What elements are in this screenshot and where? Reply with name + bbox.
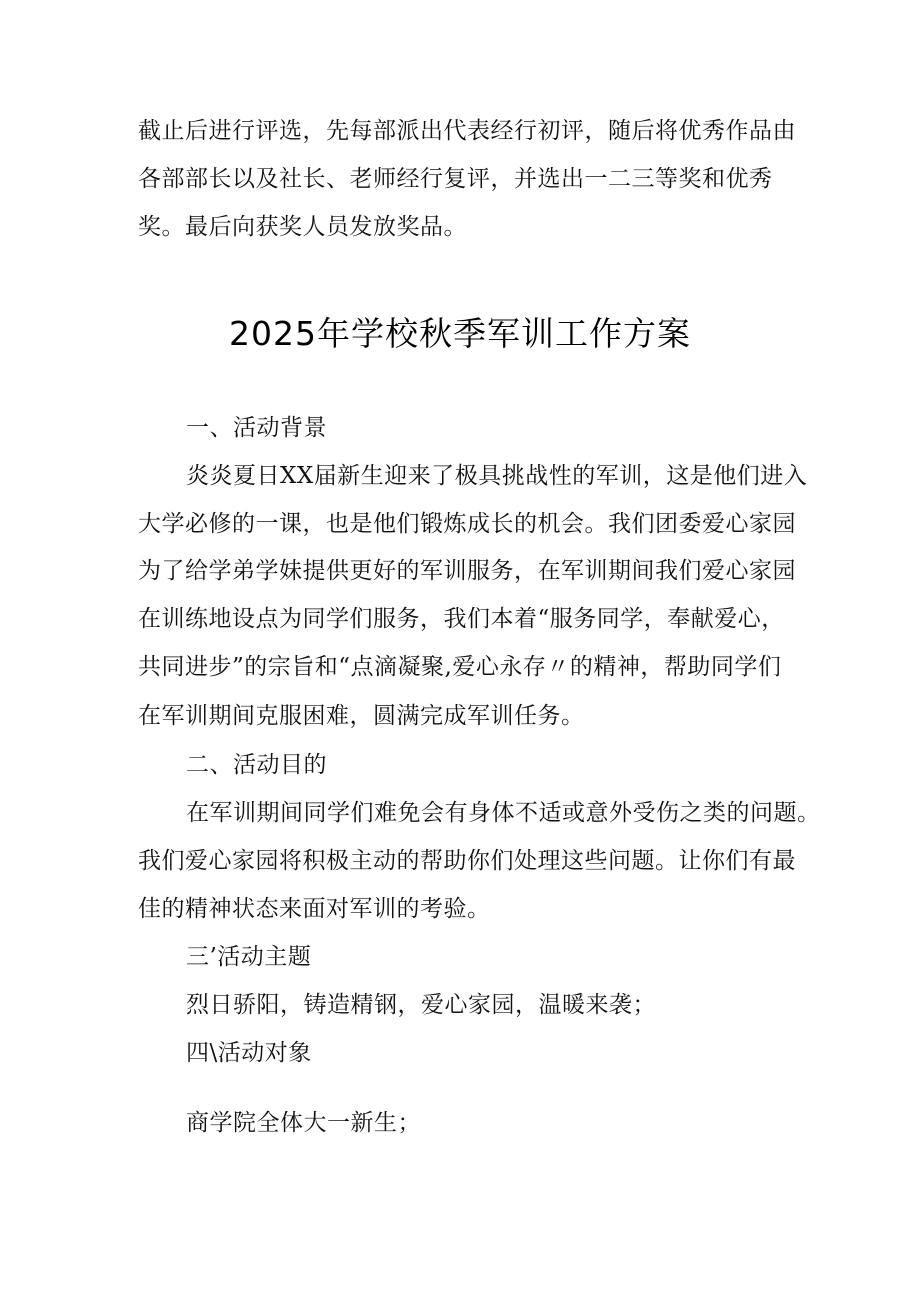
page-title: 2025年学校秋季军训工作方案 [229, 314, 691, 353]
section-heading: 四\活动对象 [186, 1040, 312, 1066]
paragraph-line: 在训练地设点为同学们服务，我们本着“服务同学，奉献爱心， [138, 606, 785, 632]
paragraph-line: 大学必修的一课，也是他们锻炼成长的机会。我们团委爱心家园 [138, 511, 796, 537]
paragraph-line: 烈日骄阳，铸造精钢，爱心家园，温暖来袭； [186, 992, 656, 1018]
intro-line: 截止后进行评选，先每部派出代表经行初评，随后将优秀作品由 [138, 118, 796, 144]
paragraph-line: 我们爱心家园将积极主动的帮助你们处理这些问题。让你们有最 [138, 848, 796, 874]
section-heading: 一、活动背景 [186, 415, 327, 441]
paragraph-line: 共同进步”的宗旨和“点滴凝聚,爱心永存〃的精神，帮助同学们 [138, 654, 782, 680]
section-heading: 三’活动主题 [186, 944, 312, 970]
paragraph-line: 在军训期间克服困难，圆满完成军训任务。 [138, 703, 585, 729]
paragraph-line: 商学院全体大一新生； [186, 1110, 421, 1136]
intro-line: 奖。最后向获奖人员发放奖品。 [138, 214, 467, 240]
paragraph-line: 在军训期间同学们难免会有身体不适或意外受伤之类的问题。 [186, 800, 821, 826]
paragraph-line: 为了给学弟学妹提供更好的军训服务，在军训期间我们爱心家园 [138, 558, 796, 584]
paragraph-line: 佳的精神状态来面对军训的考验。 [138, 896, 491, 922]
intro-line: 各部部长以及社长、老师经行复评，并选出一二三等奖和优秀 [138, 166, 773, 192]
paragraph-line: 炎炎夏日XX届新生迎来了极具挑战性的军训，这是他们进入 [186, 463, 808, 489]
section-heading: 二、活动目的 [186, 752, 327, 778]
